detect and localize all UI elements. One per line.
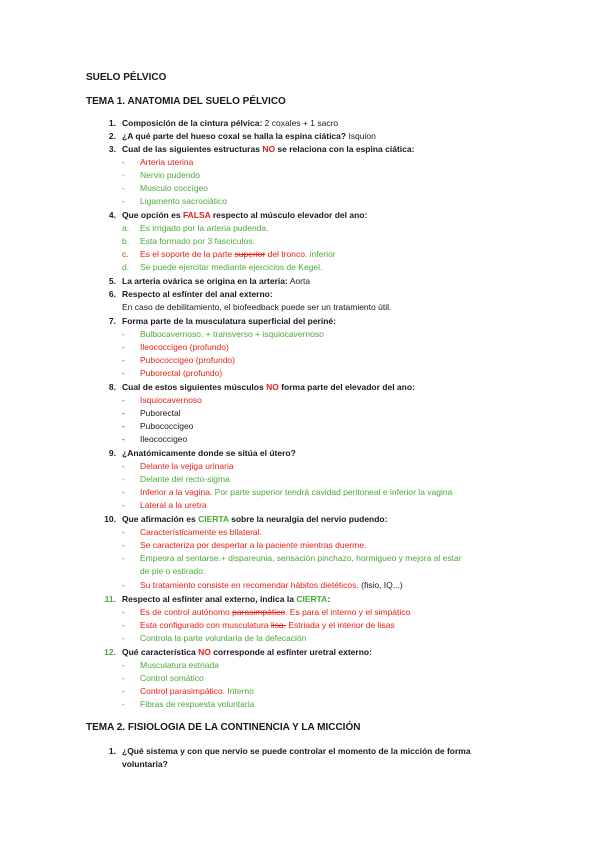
bullet-marker: - bbox=[122, 368, 125, 378]
bullet-marker: - bbox=[122, 500, 125, 510]
question-number: 8. bbox=[108, 382, 116, 392]
question-text: Respecto al esfínter del anal externo: bbox=[122, 289, 273, 299]
option-text: Bulbocavernoso. + transverso + isquiocavernoso bbox=[140, 329, 324, 339]
option-text: Empeora al sentarse.+ dispareunia, sensación pinchazo, hormigueo y mejora al estar bbox=[140, 553, 462, 563]
bullet-marker: - bbox=[122, 157, 125, 167]
option-text: Puborectal bbox=[140, 408, 181, 418]
section-heading-tema-1: TEMA 1. ANATOMIA DEL SUELO PÉLVICO bbox=[86, 96, 286, 107]
bullet-marker: - bbox=[122, 408, 125, 418]
question-number: 6. bbox=[108, 289, 116, 299]
option-text: Isquiocavernoso bbox=[140, 395, 202, 405]
question-text: voluntaria? bbox=[122, 759, 168, 769]
note-text: (fisio, IQ...) bbox=[358, 580, 403, 590]
option-text: Delante la vejiga urinaria bbox=[140, 461, 234, 471]
option-text: Lateral a la uretra bbox=[140, 500, 207, 510]
option-text: Controla la parte voluntaria de la defecación bbox=[140, 633, 307, 643]
option-text: Es irrigado por la arteria pudenda. bbox=[140, 223, 269, 233]
option-letter: a. bbox=[122, 223, 130, 233]
option-text: Característicamente es bilateral. bbox=[140, 527, 262, 537]
option-text: Control somático bbox=[140, 673, 204, 683]
question-text: Forma parte de la musculatura superficial del periné: bbox=[122, 316, 336, 326]
option-text: Inferior a la vagina. bbox=[140, 487, 213, 497]
bullet-marker: - bbox=[122, 540, 125, 550]
question-text: forma parte del elevador del ano: bbox=[278, 382, 415, 392]
question-text: La arteria ovárica se origina en la arteria: bbox=[122, 276, 288, 286]
bullet-marker: - bbox=[122, 580, 125, 590]
bullet-marker: - bbox=[122, 355, 125, 365]
struck-text: parasimpático bbox=[232, 607, 286, 617]
answer-text: Isquion bbox=[346, 131, 376, 141]
option-text: del tronco. bbox=[265, 249, 308, 259]
question-number: 9. bbox=[108, 448, 116, 458]
option-text: Estriada y el interior de lisas bbox=[286, 620, 395, 630]
option-text: Esta formado por 3 fascículos. bbox=[140, 236, 255, 246]
bullet-marker: - bbox=[122, 329, 125, 339]
option-text: Fibras de respuesta voluntaria bbox=[140, 699, 255, 709]
option-text: Musculatura estriada bbox=[140, 660, 219, 670]
option-text: Ileococcigeo (profundo) bbox=[140, 342, 229, 352]
question-text: Composición de la cintura pélvica: bbox=[122, 118, 263, 128]
bullet-marker: - bbox=[122, 461, 125, 471]
question-number: 5. bbox=[108, 276, 116, 286]
option-text: Pubococcigeo (profundo) bbox=[140, 355, 235, 365]
bullet-marker: - bbox=[122, 633, 125, 643]
option-text: Musculo coccígeo bbox=[140, 183, 209, 193]
document-page: SUELO PÉLVICO TEMA 1. ANATOMIA DEL SUELO PÉLVICO 1. Composición de la cintura pélvica: 2 coxales + 1 sacro 2. ¿A qué parte del hueso coxal se halla la espina ciática? Isquion 3. Cual de las siguientes estructuras NO se relaciona con la espina ciática: - Arteria uterina - Nervio pudendo - Musculo coccígeo - Ligamento sacrociático 4. Que opción es FALSA respecto al músculo elevador del ano: a. Es irrigado por la arteria pudenda. b. Esta formado por 3 fascículos. c. Es el soporte de la parte superior del tronco. inferior d. Se puede ejercitar mediante ejercicios de Kegel. 5. La arteria ovárica se origina en la arteria: Aorta 6. Respecto al esfínter del anal externo: En caso de debilitamiento, el biofeedback puede ser un tratamiento útil. 7. Forma parte de la musculatura superficial del periné: - Bulbocavernoso. + transverso + isquiocavernoso - Ileococcigeo (profundo) - Pubococcigeo (profundo) - Puborectal (profundo) 8. Cual de estos siguientes músculos NO forma parte del elevador del ano: - Isquiocavernoso - Puborectal - Pubococcigeo - Ileococcigeo 9. ¿Anatómicamente donde se sitúa el útero? - Delante la vejiga urinaria - Delante del recto-sigma - Inferior a la vagina. Por parte superior tendrá cavidad peritoneal e inferior la vagina - Lateral a la uretra 10. Que afirmación es CIERTA sobre la neuralgia del nervio pudendo: - Característicamente es bilateral. - Se caracteriza por despertar a la paciente mientras duerme. - Empeora al sentarse.+ dispareunia, sensación pinchazo, hormigueo y mejora al estar de pie o estirado. - Su tratamiento consiste en recomendar hábitos dietéticos. (fisio, IQ...) 11. Respecto al esfínter anal externo, indica la CIERTA: - Es de control autónomo parasimpático. Es para el interno y el simpático - Esta configurado con musculatura lisa. Estriada y el interior de lisas - Controla la parte voluntaria de la defecación 12. Qué característica NO corresponde al esfínter uretral externo: - Musculatura estriada - Control somático - Control parasimpático. Interno - Fibras de respuesta voluntaria TEMA 2. FISIOLOGIA DE LA CONTINENCIA Y LA MICCIÓN 1. ¿Qué sistema y con que nervio se puede controlar el momento de la micción de forma voluntaria? bbox=[86, 72, 471, 769]
correction-text: Interno bbox=[225, 686, 254, 696]
option-text: Puborectal (profundo) bbox=[140, 368, 223, 378]
struck-text: lisa. bbox=[270, 620, 287, 630]
question-text: Cual de las siguientes estructuras bbox=[122, 144, 263, 154]
bullet-marker: - bbox=[122, 553, 125, 563]
question-number: 11. bbox=[104, 594, 116, 604]
question-text: Respecto al esfínter anal externo, indica la bbox=[122, 594, 297, 604]
bullet-marker: - bbox=[122, 686, 125, 696]
bullet-marker: - bbox=[122, 170, 125, 180]
option-text: Se caracteriza por despertar a la paciente mientras duerme. bbox=[140, 540, 367, 550]
question-number: 7. bbox=[108, 316, 116, 326]
section-heading-tema-2: TEMA 2. FISIOLOGIA DE LA CONTINENCIA Y LA MICCIÓN bbox=[86, 722, 361, 733]
question-number: 3. bbox=[108, 144, 116, 154]
bullet-marker: - bbox=[122, 660, 125, 670]
bullet-marker: - bbox=[122, 342, 125, 352]
question-number: 2. bbox=[108, 131, 116, 141]
option-text: . Es para el interno y el simpático bbox=[285, 607, 411, 617]
answer-text: Aorta bbox=[287, 276, 311, 286]
question-keyword: CIERTA bbox=[198, 514, 229, 524]
question-number: 1. bbox=[108, 746, 116, 756]
question-keyword: CIERTA bbox=[296, 594, 328, 604]
question-text: Qué característica bbox=[122, 647, 199, 657]
question-keyword: NO bbox=[262, 144, 276, 154]
document-title: SUELO PÉLVICO bbox=[86, 72, 167, 83]
question-text: sobre la neuralgia del nervio pudendo: bbox=[228, 514, 388, 524]
question-text: Que opción es bbox=[122, 210, 183, 220]
bullet-marker: - bbox=[122, 607, 125, 617]
option-text: de pie o estirado. bbox=[140, 566, 206, 576]
bullet-marker: - bbox=[122, 487, 125, 497]
answer-text: En caso de debilitamiento, el biofeedback puede ser un tratamiento útil. bbox=[122, 302, 392, 312]
option-letter: c. bbox=[122, 249, 129, 259]
question-text: ¿Qué sistema y con que nervio se puede controlar el momento de la micción de forma bbox=[122, 746, 471, 756]
option-text: Ileococcigeo bbox=[140, 434, 188, 444]
bullet-marker: - bbox=[122, 395, 125, 405]
option-text: Pubococcigeo bbox=[140, 421, 194, 431]
bullet-marker: - bbox=[122, 183, 125, 193]
struck-text: superior bbox=[234, 249, 266, 259]
bullet-marker: - bbox=[122, 421, 125, 431]
option-text: Ligamento sacrociático bbox=[140, 196, 227, 206]
option-text: Es el soporte de la parte bbox=[140, 249, 235, 259]
option-text: Esta configurado con musculatura bbox=[140, 620, 271, 630]
option-text: Arteria uterina bbox=[140, 157, 194, 167]
bullet-marker: - bbox=[122, 673, 125, 683]
option-text: Se puede ejercitar mediante ejercicios de Kegel. bbox=[140, 262, 323, 272]
question-number: 1. bbox=[108, 118, 116, 128]
question-number: 12. bbox=[104, 647, 116, 657]
bullet-marker: - bbox=[122, 434, 125, 444]
question-text: Cual de estos siguientes músculos bbox=[122, 382, 267, 392]
option-letter: b. bbox=[122, 236, 130, 246]
bullet-marker: - bbox=[122, 474, 125, 484]
question-text: respecto al músculo elevador del ano: bbox=[210, 210, 368, 220]
correction-text: Por parte superior tendrá cavidad peritoneal e inferior la vagina bbox=[212, 487, 453, 497]
question-keyword: NO bbox=[266, 382, 279, 392]
option-text: Es de control autónomo bbox=[140, 607, 233, 617]
answer-text: 2 coxales + 1 sacro bbox=[262, 118, 339, 128]
question-text: se relaciona con la espina ciática: bbox=[275, 144, 415, 154]
bullet-marker: - bbox=[122, 620, 125, 630]
option-text: Control parasimpático. bbox=[140, 686, 226, 696]
question-text: corresponde al esfínter uretral externo: bbox=[210, 647, 372, 657]
option-letter: d. bbox=[122, 262, 130, 272]
bullet-marker: - bbox=[122, 527, 125, 537]
bullet-marker: - bbox=[122, 699, 125, 709]
question-text: ¿A qué parte del hueso coxal se halla la espina ciática? bbox=[122, 131, 347, 141]
option-text: Delante del recto-sigma bbox=[140, 474, 230, 484]
question-number: 10. bbox=[104, 514, 116, 524]
question-number: 4. bbox=[108, 210, 116, 220]
question-text: Que afirmación es bbox=[122, 514, 199, 524]
correction-text: inferior bbox=[307, 249, 336, 259]
question-keyword: FALSA bbox=[182, 210, 211, 220]
option-text: Su tratamiento consiste en recomendar hábitos dietéticos. bbox=[140, 580, 359, 590]
question-keyword: NO bbox=[198, 647, 211, 657]
question-text: ¿Anatómicamente donde se sitúa el útero? bbox=[122, 448, 296, 458]
option-text: Nervio pudendo bbox=[140, 170, 201, 180]
bullet-marker: - bbox=[122, 196, 125, 206]
